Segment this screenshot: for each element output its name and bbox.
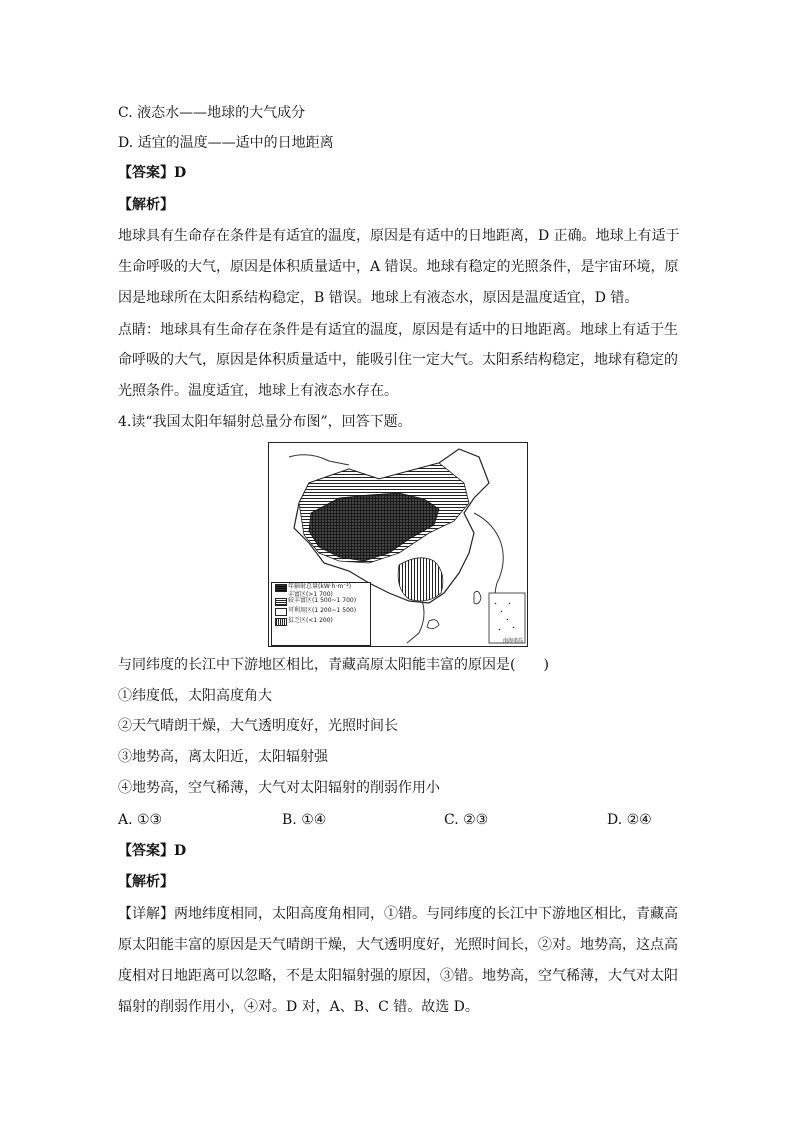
question-4-stem: 4.读“我国太阳年辐射总量分布图”，回答下题。 bbox=[118, 414, 412, 430]
solar-radiation-map bbox=[268, 442, 528, 647]
detail-text-line: 【详解】两地纬度相同，太阳高度角相同，①错。与同纬度的长江中下游地区相比，青藏高 bbox=[118, 906, 678, 922]
legend-swatch bbox=[275, 598, 287, 606]
analysis-text-line: 生命呼吸的大气，原因是体积质量适中，A 错误。地球有稳定的光照条件，是宇宙环境，原 bbox=[118, 259, 679, 275]
legend-swatch bbox=[275, 584, 287, 592]
tip-text-line: 命呼吸的大气，原因是体积质量适中，能吸引住一定大气。太阳系结构稳定，地球有稳定的 bbox=[118, 352, 678, 368]
analysis-label: 【解析】 bbox=[118, 197, 174, 213]
south-china-sea-inset bbox=[489, 593, 525, 643]
poor-zone bbox=[398, 558, 443, 601]
tip-text-line: 点睛：地球具有生命存在条件是有适宜的温度，原因是有适中的日地距离。地球上有适于生 bbox=[118, 322, 678, 338]
legend-item-poor bbox=[272, 617, 370, 627]
hainan-island bbox=[427, 620, 439, 629]
statement-4: ④地势高，空气稀薄，大气对太阳辐射的削弱作用小 bbox=[118, 780, 440, 796]
choice-c: C. ②③ bbox=[444, 812, 489, 828]
map-legend bbox=[271, 582, 371, 646]
legend-label: 贫乏区(<1 200) bbox=[288, 617, 333, 624]
analysis-label: 【解析】 bbox=[118, 874, 174, 890]
statement-3: ③地势高，离太阳近，太阳辐射强 bbox=[118, 749, 328, 765]
legend-swatch bbox=[275, 618, 287, 626]
taiwan-island bbox=[474, 591, 481, 603]
legend-label: 可利用区(1 200~1 500) bbox=[288, 607, 357, 614]
answer-label: 【答案】D bbox=[118, 165, 187, 181]
border-line bbox=[289, 455, 349, 465]
detail-text-line: 度相对日地距离可以忽略，不是太阳辐射强的原因，③错。地势高，空气稀薄，大气对太阳 bbox=[118, 968, 678, 984]
question-text: 与同纬度的长江中下游地区相比，青藏高原太阳能丰富的原因是( ) bbox=[118, 657, 549, 673]
legend-swatch bbox=[275, 608, 287, 616]
inset-label: 南海诸岛 bbox=[502, 638, 523, 644]
legend-item-relatively-rich bbox=[272, 597, 370, 607]
detail-text-line: 原太阳能丰富的原因是天气晴朗干燥，大气透明度好，光照时间长，②对。地势高，这点高 bbox=[118, 937, 678, 953]
analysis-text-line: 地球具有生命存在条件是有适宜的温度，原因是有适中的日地距离，D 正确。地球上有适于 bbox=[118, 228, 680, 244]
option-c-line: C. 液态水——地球的大气成分 bbox=[118, 105, 306, 121]
answer-label: 【答案】D bbox=[118, 843, 187, 859]
option-d-line: D. 适宜的温度——适中的日地距离 bbox=[118, 135, 334, 151]
statement-2: ②天气晴朗干燥，大气透明度好，光照时间长 bbox=[118, 718, 398, 734]
tip-text-line: 光照条件。温度适宜，地球上有液态水存在。 bbox=[118, 383, 398, 399]
detail-text-line: 辐射的削弱作用小，④对。D 对，A、B、C 错。故选 D。 bbox=[118, 999, 479, 1015]
legend-label: 丰富区(>1 700) bbox=[288, 591, 333, 598]
legend-item-usable bbox=[272, 607, 370, 617]
choice-a: A. ①③ bbox=[118, 812, 163, 828]
analysis-text-line: 因是地球所在太阳系结构稳定，B 错误。地球上有液态水，原因是温度适宜，D 错。 bbox=[118, 290, 639, 306]
legend-title: 年辐射总量(kW·h·m⁻²) bbox=[288, 583, 352, 590]
legend-label: 较丰富区(1 500~1 700) bbox=[288, 597, 357, 604]
legend-item-rich bbox=[272, 583, 370, 597]
choice-b: B. ①④ bbox=[282, 812, 327, 828]
choice-d: D. ②④ bbox=[607, 812, 652, 828]
statement-1: ①纬度低，太阳高度角大 bbox=[118, 688, 272, 704]
